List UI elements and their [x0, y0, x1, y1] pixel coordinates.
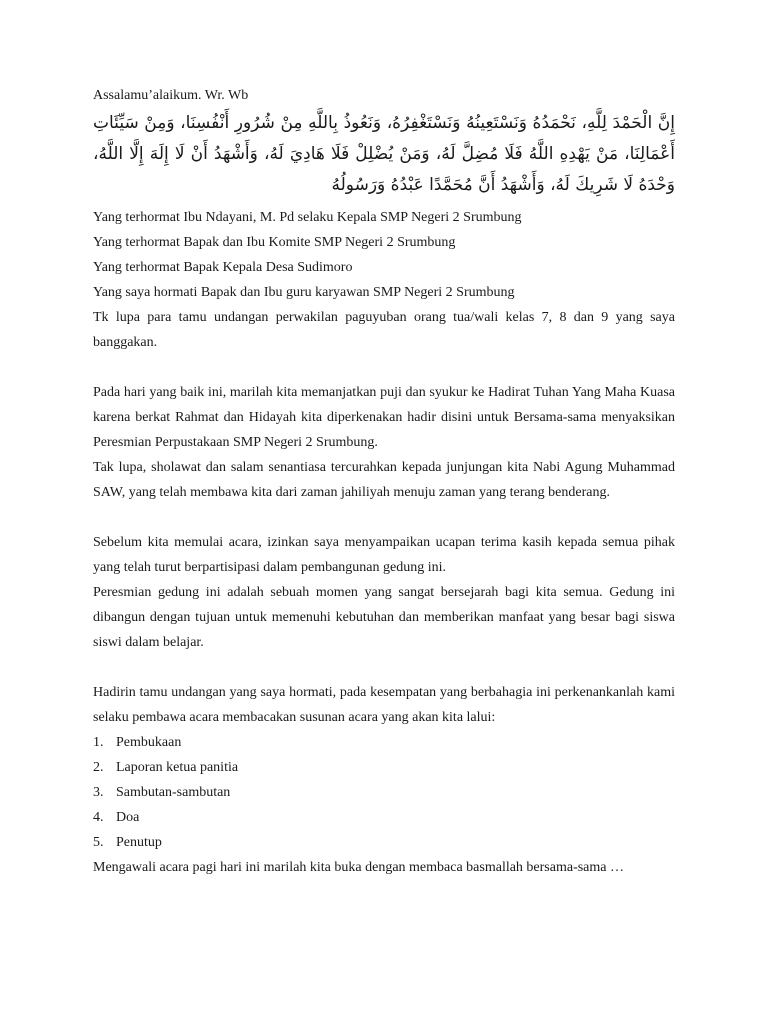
document-page [93, 86, 675, 880]
list-label: Sambutan-sambutan [116, 785, 231, 800]
greeting: Assalamu’alaikum. Wr. Wb [93, 88, 249, 103]
paragraph-gratitude: Pada hari yang baik ini, marilah kita memanjatkan puji dan syukur ke Hadirat Tuhan Yang Maha Kuasa karena berkat Rahmat dan Hidayah kita diperkenakan hadir disini untuk Bersama-sama menyaksikan Peresmian Perpustakaan SMP Negeri 2 Srumbung. [93, 385, 675, 450]
arabic-opening: إِنَّ الْحَمْدَ لِلَّهِ، نَحْمَدُهُ وَنَسْتَعِينُهُ وَنَسْتَغْفِرُهُ، وَنَعُوذُ بِاللَّهِ مِنْ شُرُورِ أَنْفُسِنَا، وَمِنْ سَيِّئَاتِ أَعْمَالِنَا، مَنْ يَهْدِهِ اللَّهُ فَلَا مُضِلَّ لَهُ، وَمَنْ يُضْلِلْ فَلَا هَادِيَ لَهُ، وَأَشْهَدُ أَنْ لَا إِلَهَ إِلَّا اللَّهُ، وَحْدَهُ لَا شَرِيكَ لَهُ، وَأَشْهَدُ أَنَّ مُحَمَّدًا عَبْدُهُ وَرَسُولُهُ [93, 113, 675, 195]
list-item [93, 805, 675, 830]
list-item [93, 780, 675, 805]
addressee-line: Yang terhormat Bapak Kepala Desa Sudimoro [93, 260, 353, 275]
paragraph-agenda-intro: Hadirin tamu undangan yang saya hormati, pada kesempatan yang berbahagia ini perkenankanlah kami selaku pembawa acara membacakan susunan acara yang akan kita lalui: [93, 685, 675, 725]
paragraph-closing: Mengawali acara pagi hari ini marilah kita buka dengan membaca basmallah bersama-sama … [93, 860, 625, 875]
addressee-line: Yang terhormat Ibu Ndayani, M. Pd selaku Kepala SMP Negeri 2 Srumbung [93, 210, 522, 225]
paragraph-sholawat: Tak lupa, sholawat dan salam senantiasa tercurahkan kepada junjungan kita Nabi Agung Muhammad SAW, yang telah membawa kita dari zaman jahiliyah menuju zaman yang terang benderang. [93, 460, 675, 500]
paragraph-inauguration: Peresmian gedung ini adalah sebuah momen yang sangat bersejarah bagi kita semua. Gedung ini dibangun dengan tujuan untuk memenuhi kebutuhan dan memberikan manfaat yang besar bagi siswa siswi dalam belajar. [93, 585, 675, 650]
list-number: 4. [93, 810, 104, 825]
list-item [93, 830, 675, 855]
addressee-line: Yang terhormat Bapak dan Ibu Komite SMP Negeri 2 Srumbung [93, 235, 456, 250]
list-number: 2. [93, 760, 104, 775]
list-label: Penutup [116, 835, 162, 850]
list-number: 5. [93, 835, 104, 850]
list-item [93, 755, 675, 780]
list-label: Laporan ketua panitia [116, 760, 239, 775]
paragraph-thanks: Sebelum kita memulai acara, izinkan saya menyampaikan ucapan terima kasih kepada semua pihak yang telah turut berpartisipasi dalam pembangunan gedung ini. [93, 535, 675, 575]
list-item [93, 730, 675, 755]
list-label: Doa [116, 810, 140, 825]
agenda-list [93, 730, 675, 855]
list-number: 1. [93, 735, 104, 750]
list-label: Pembukaan [116, 735, 182, 750]
addressee-line: Yang saya hormati Bapak dan Ibu guru karyawan SMP Negeri 2 Srumbung [93, 285, 515, 300]
list-number: 3. [93, 785, 104, 800]
addressee-guests: Tk lupa para tamu undangan perwakilan paguyuban orang tua/wali kelas 7, 8 dan 9 yang saya banggakan. [93, 310, 675, 350]
